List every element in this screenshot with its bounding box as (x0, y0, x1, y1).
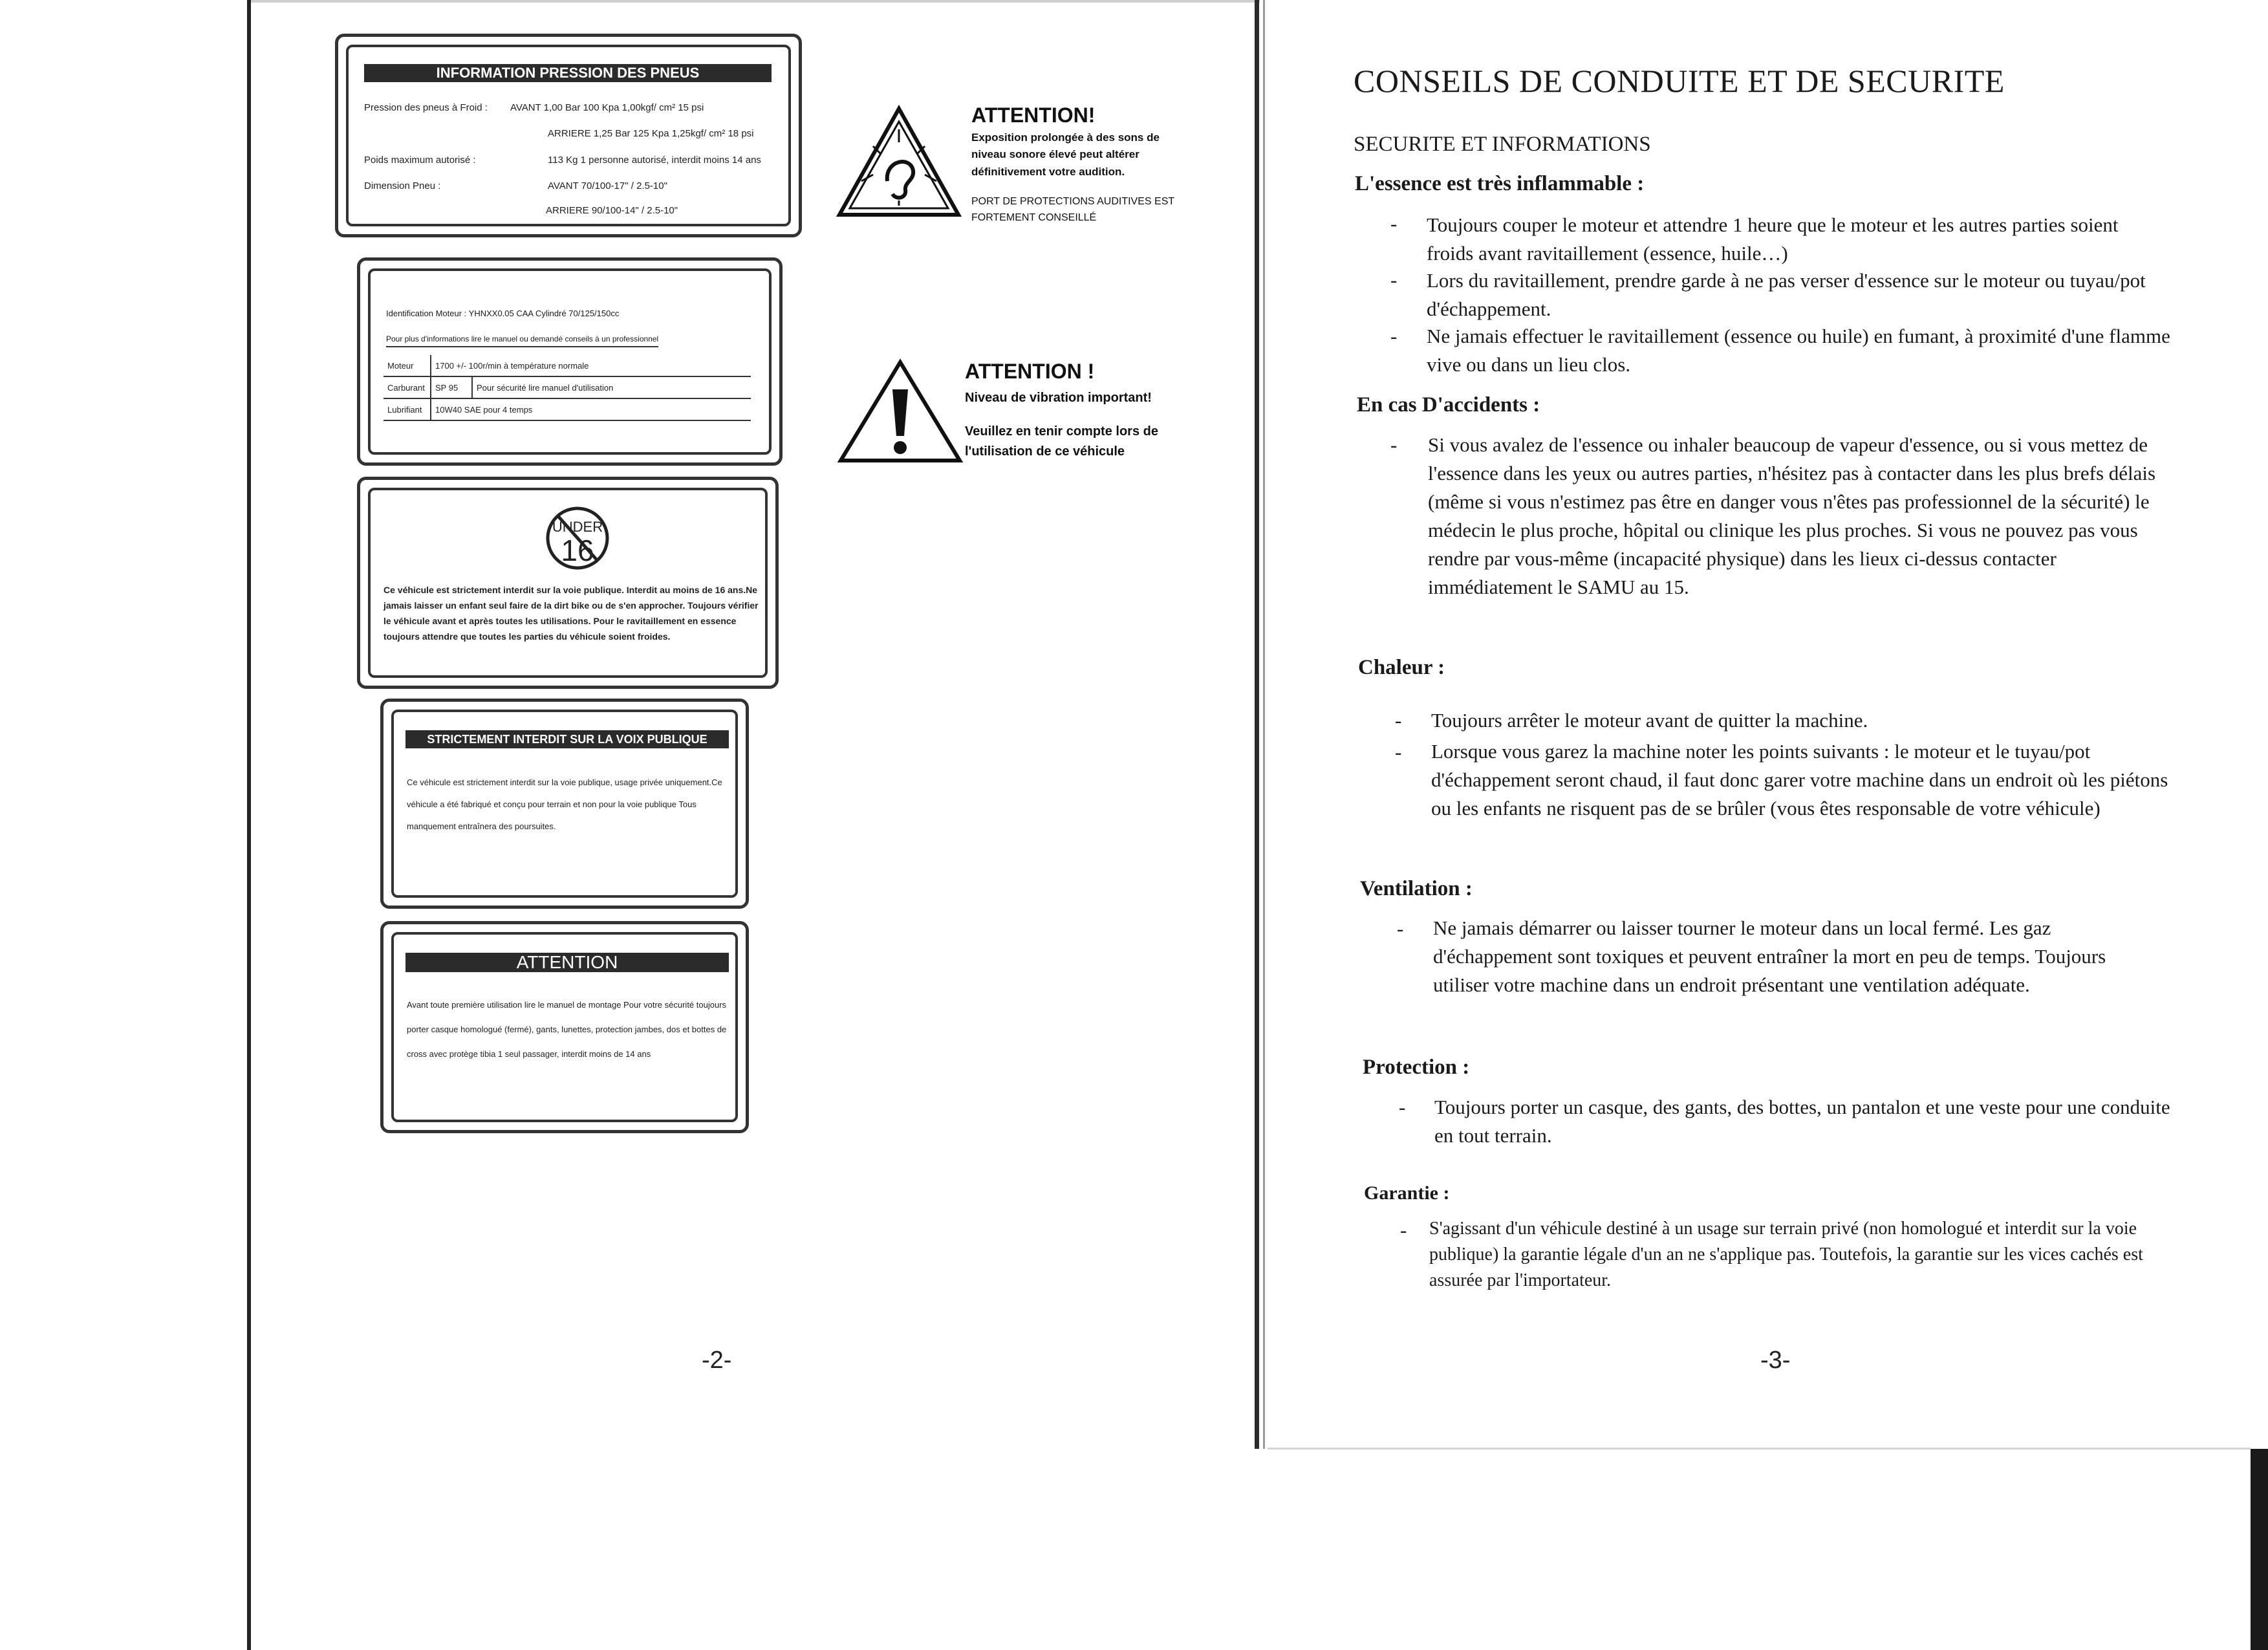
table-row (383, 355, 751, 376)
section-heading-accidents: En cas D'accidents : (1357, 393, 1540, 417)
noise-warning-title: ATTENTION! (971, 103, 1096, 127)
list-bullet: - (1395, 741, 1402, 763)
tyre-size-front: AVANT 70/100-17" / 2.5-10" (548, 180, 667, 191)
max-weight-label: Poids maximum autorisé : (364, 155, 476, 166)
spec-cell-name: Moteur (383, 355, 431, 376)
hearing-protection-text: PORT DE PROTECTIONS AUDITIVES EST FORTEMENT CONSEILLÉ (971, 196, 1174, 223)
hearing-hazard-icon (834, 103, 964, 220)
tyre-pressure-label-frame (346, 45, 791, 226)
engine-ident-label-frame (368, 268, 772, 455)
table-row (383, 398, 751, 420)
list-bullet: - (1390, 325, 1398, 347)
tyre-pressure-label (335, 34, 802, 237)
tyre-pressure-title: INFORMATION PRESSION DES PNEUS (364, 64, 772, 82)
list-item: Toujours arrêter le moteur avant de quitter la machine. (1431, 709, 1868, 732)
section-heading-ventilation: Ventilation : (1360, 877, 1473, 900)
pressure-row-rear: ARRIERE 1,25 Bar 125 Kpa 1,25kgf/ cm² 18 psi (548, 128, 754, 139)
table-row (383, 376, 751, 398)
vibration-level-text: Niveau de vibration important! (965, 391, 1152, 405)
page-subtitle: SECURITE ET INFORMATIONS (1354, 133, 1651, 156)
attention-title: ATTENTION (405, 953, 729, 972)
engine-spec-table (383, 355, 751, 421)
tyre-size-rear: ARRIERE 90/100-14" / 2.5-10" (546, 205, 678, 216)
list-bullet: - (1399, 1096, 1406, 1118)
warning-triangle-icon (836, 357, 965, 467)
pressure-row-label: Pression des pneus à Froid : (364, 102, 488, 113)
spec-cell-value: 10W40 SAE pour 4 temps (431, 398, 751, 420)
list-item: Toujours couper le moteur et attendre 1 heure que le moteur et les autres parties soient froids avant ravitaillement (essence, huile…) (1427, 213, 2119, 265)
list-bullet: - (1390, 433, 1398, 456)
engine-info-line: Pour plus d'informations lire le manuel ou demandé conseils à un professionnel (386, 334, 658, 347)
page-title: CONSEILS DE CONDUITE ET DE SECURITE (1354, 63, 2005, 99)
page-spine-shadow (1263, 0, 1265, 1449)
scan-bottom-edge (1268, 1448, 2251, 1449)
pressure-row-front: AVANT 1,00 Bar 100 Kpa 1,00kgf/ cm² 15 psi (510, 102, 704, 113)
spec-cell-value: 1700 +/- 100r/min à température normale (431, 355, 751, 376)
scan-left-edge (0, 0, 251, 1650)
list-item: Lorsque vous garez la machine noter les points suivants : le moteur et le tuyau/pot d'échappement seront chaud, il faut donc garer votre machine dans un endroit où les piétons ou les enfants ne risquent pas de se brûler (vous êtes responsable de votre véhicule) (1431, 740, 2168, 820)
under-16-label-frame (368, 488, 768, 678)
spec-cell-value: SP 95 (431, 376, 472, 398)
scan-right-edge (2251, 1449, 2268, 1650)
list-bullet: - (1395, 709, 1402, 732)
scan-top-edge (251, 0, 1260, 3)
spec-cell-name: Lubrifiant (383, 398, 431, 420)
page-number-right: -3- (1760, 1347, 1791, 1374)
list-item: Ne jamais effectuer le ravitaillement (essence ou huile) en fumant, à proximité d'une flamme vive ou dans un lieu clos. (1427, 325, 2170, 376)
vibration-warning-title: ATTENTION ! (965, 360, 1095, 383)
under-16-label (357, 477, 779, 689)
spec-cell-name: Carburant (383, 376, 431, 398)
page-number-left: -2- (702, 1347, 732, 1374)
engine-ident-label (357, 257, 783, 466)
list-item: Ne jamais démarrer ou laisser tourner le moteur dans un local fermé. Les gaz d'échappement sont toxiques et peuvent entraîner la mort en peu de temps. Toujours utiliser votre machine dans un endroit présentant une ventilation adéquate. (1433, 917, 2106, 996)
list-bullet: - (1397, 917, 1404, 940)
max-weight-value: 113 Kg 1 personne autorisé, interdit moins 14 ans (548, 155, 761, 166)
list-item: Si vous avalez de l'essence ou inhaler beaucoup de vapeur d'essence, ou si vous mettez de l'essence dans les yeux ou autres parties, n'hésitez pas à contacter dans les plus brefs délais (même si vous n'estimez pas être en danger vous n'êtes pas professionnel de la sécurité) le médecin le plus proche, hôpital ou clinique les plus proches. Si vous ne pouvez pas vous rendre par vous-même (incapacité physique) dans les lieux ci-dessus contacter immédiatement le SAMU au 15. (1428, 433, 2156, 598)
road-forbidden-label (380, 699, 749, 909)
list-bullet: - (1400, 1219, 1407, 1241)
list-item: Toujours porter un casque, des gants, des bottes, un pantalon et une veste pour une conduite en tout terrain. (1434, 1096, 2170, 1147)
engine-ident-line: Identification Moteur : YHNXX0.05 CAA Cylindré 70/125/150cc (386, 309, 620, 318)
list-bullet: - (1390, 212, 1398, 235)
tyre-size-label: Dimension Pneu : (364, 180, 441, 191)
attention-label (380, 921, 749, 1133)
noise-warning-text: Exposition prolongée à des sons de niveau sonore élevé peut altérer définitivement votre audition. (971, 131, 1160, 178)
under-16-text: Ce véhicule est strictement interdit sur la voie publique. Interdit au moins de 16 ans.Ne jamais laisser un enfant seul faire de la dirt bike ou de s'en approcher. Toujours vérifier le véhicule avant et après toutes les utilisations. Pour le ravitaillement en essence toujours attendre que toutes les parties du véhicule soient froides. (383, 585, 759, 642)
road-forbidden-text: Ce véhicule est strictement interdit sur la voie publique, usage privée uniquement.Ce véhicule a été fabriqué et conçu pour terrain et non pour la voie publique Tous manquement entraînera des poursuites. (407, 777, 722, 831)
list-item: S'agissant d'un véhicule destiné à un usage sur terrain privé (non homologué et interdit sur la voie publique) la garantie légale d'un an ne s'applique pas. Toutefois, la garantie sur les vices cachés est assurée par l'importateur. (1429, 1219, 2143, 1290)
section-heading-chaleur: Chaleur : (1358, 656, 1445, 679)
attention-text: Avant toute première utilisation lire le manuel de montage Pour votre sécurité toujours porter casque homologué (fermé), gants, lunettes, protection jambes, dos et bottes de cross avec protège tibia 1 seul passager, interdit moins de 14 ans (407, 1000, 727, 1059)
road-forbidden-title: STRICTEMENT INTERDIT SUR LA VOIX PUBLIQUE (405, 730, 729, 748)
list-bullet: - (1390, 268, 1398, 291)
road-forbidden-label-frame (391, 710, 738, 898)
section-heading-garantie: Garantie : (1364, 1182, 1450, 1204)
section-heading-protection: Protection : (1363, 1056, 1470, 1079)
page-spine (1255, 0, 1259, 1449)
section-heading-essence: L'essence est très inflammable : (1355, 172, 1645, 195)
noise-warning (834, 103, 1196, 233)
under-16-badge (545, 506, 610, 570)
under-16-badge-num: 16 (561, 534, 594, 567)
under-16-badge-top: UNDER (552, 519, 603, 535)
list-item: Lors du ravitaillement, prendre garde à ne pas verser d'essence sur le moteur ou tuyau/pot d'échappement. (1427, 269, 2146, 320)
attention-label-frame (391, 932, 738, 1122)
vibration-warning (836, 357, 1198, 467)
vibration-advice-text: Veuillez en tenir compte lors de l'utilisation de ce véhicule (965, 424, 1158, 459)
spec-cell-note: Pour sécurité lire manuel d'utilisation (472, 376, 751, 398)
